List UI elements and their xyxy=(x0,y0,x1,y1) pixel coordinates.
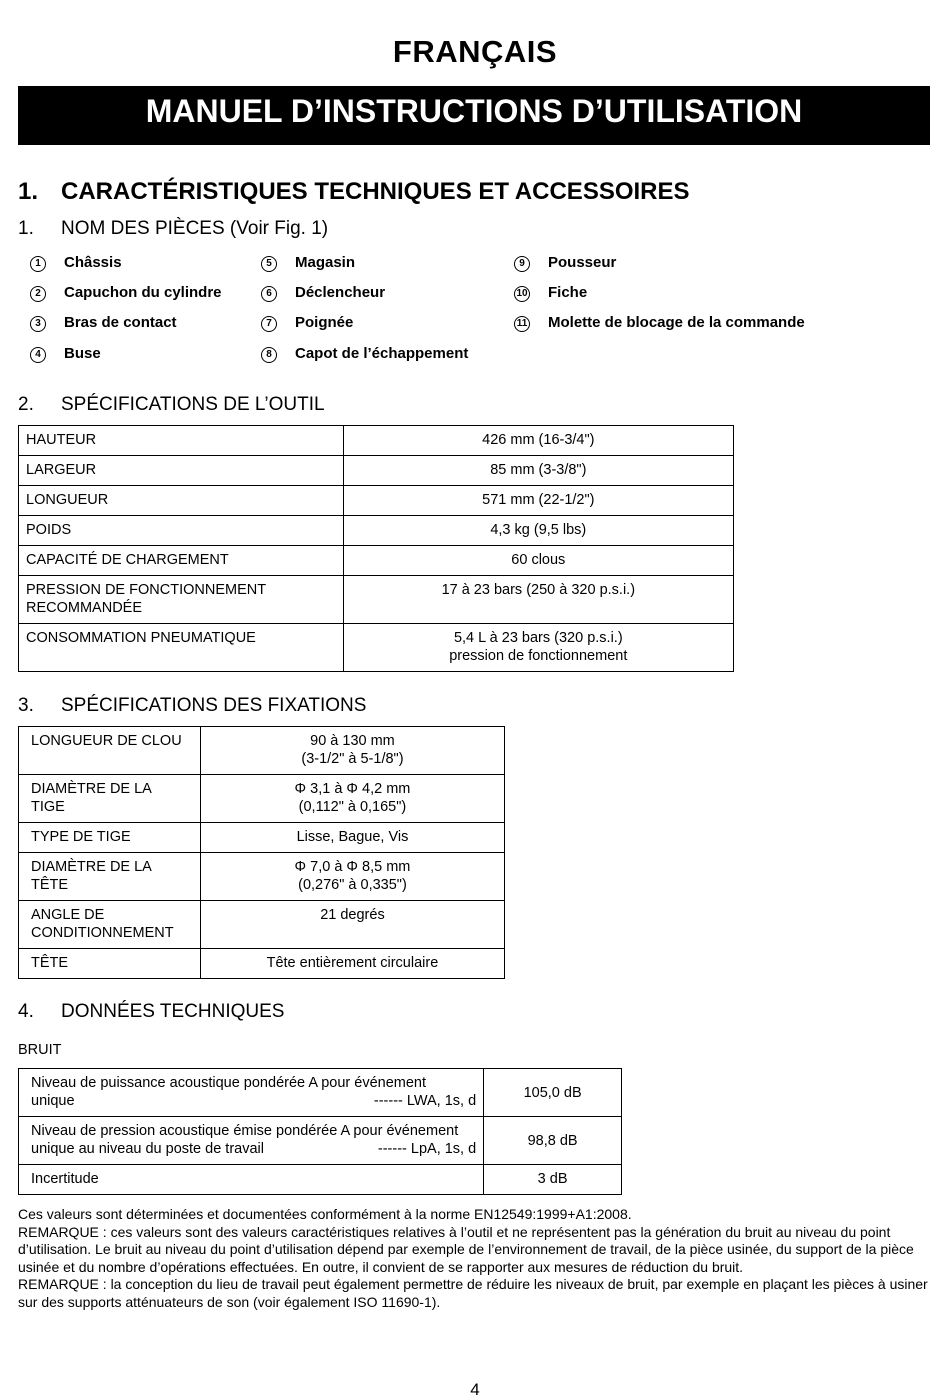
value-line: (3-1/2" à 5-1/8") xyxy=(301,751,404,767)
manual-title-banner: MANUEL D’INSTRUCTIONS D’UTILISATION xyxy=(18,86,930,145)
label-line: DIAMÈTRE DE LA xyxy=(31,859,152,875)
noise-label-cell xyxy=(19,1117,484,1165)
table-row xyxy=(19,901,505,949)
label-line: TIGE xyxy=(31,799,65,815)
page-number: 4 xyxy=(470,1380,480,1398)
table-row xyxy=(19,426,734,456)
noise-value: 105,0 dB xyxy=(484,1069,622,1117)
list-item xyxy=(514,284,587,302)
part-label: Molette de blocage de la commande xyxy=(548,314,805,331)
label-line: RECOMMANDÉE xyxy=(26,600,143,616)
circled-number: 5 xyxy=(261,256,277,272)
label-suffix: ------ LpA, 1s, d xyxy=(377,1141,477,1157)
list-item xyxy=(30,284,222,302)
spec-label xyxy=(19,901,201,949)
spec-label xyxy=(19,576,344,624)
spec-value: 85 mm (3-3/8") xyxy=(343,456,733,486)
label-line: Niveau de puissance acoustique pondérée A pour événement xyxy=(31,1075,427,1091)
spec-value: 4,3 kg (9,5 lbs) xyxy=(343,516,733,546)
part-label: Buse xyxy=(64,345,101,362)
noise-value: 3 dB xyxy=(484,1165,622,1195)
value-line: Φ 3,1 à Φ 4,2 mm xyxy=(294,781,411,797)
spec-label: LONGUEUR xyxy=(19,486,344,516)
spec-label: TÊTE xyxy=(19,949,201,979)
table-row xyxy=(19,1165,622,1195)
table-row xyxy=(19,949,505,979)
part-label: Capuchon du cylindre xyxy=(64,284,222,301)
circled-number: 4 xyxy=(30,347,46,363)
noise-label-cell: Incertitude xyxy=(19,1165,484,1195)
section-1-heading xyxy=(18,178,690,206)
list-item xyxy=(514,314,805,332)
label-line xyxy=(31,1140,476,1158)
notes-block xyxy=(18,1206,932,1311)
spec-label: HAUTEUR xyxy=(19,426,344,456)
circled-number: 6 xyxy=(261,286,277,302)
label-line xyxy=(31,1092,476,1110)
table-row xyxy=(19,486,734,516)
part-label: Déclencheur xyxy=(295,284,386,301)
spec-value: 60 clous xyxy=(343,546,733,576)
section-title: DONNÉES TECHNIQUES xyxy=(61,1001,285,1022)
spec-value: 571 mm (22-1/2") xyxy=(343,486,733,516)
fastener-specs-table xyxy=(18,726,505,979)
value-line: 5,4 L à 23 bars (320 p.s.i.) xyxy=(453,630,623,646)
list-item xyxy=(261,345,468,363)
table-row xyxy=(19,1117,622,1165)
list-item xyxy=(261,284,385,302)
circled-number: 11 xyxy=(514,316,530,332)
circled-number: 8 xyxy=(261,347,277,363)
noise-table xyxy=(18,1068,622,1195)
tool-specs-heading xyxy=(18,394,325,416)
spec-label: LONGUEUR DE CLOU xyxy=(19,727,201,775)
part-label: Bras de contact xyxy=(64,314,177,331)
spec-value: Lisse, Bague, Vis xyxy=(200,823,504,853)
table-row xyxy=(19,853,505,901)
label-text: unique xyxy=(31,1093,75,1109)
circled-number: 7 xyxy=(261,316,277,332)
list-item xyxy=(261,254,355,272)
spec-label: LARGEUR xyxy=(19,456,344,486)
spec-label xyxy=(19,853,201,901)
noise-label: BRUIT xyxy=(18,1042,62,1058)
spec-value: 17 à 23 bars (250 à 320 p.s.i.) xyxy=(343,576,733,624)
part-label: Magasin xyxy=(295,254,356,271)
spec-label xyxy=(19,775,201,823)
label-line: PRESSION DE FONCTIONNEMENT xyxy=(26,582,267,598)
part-label: Pousseur xyxy=(548,254,617,271)
spec-value: 426 mm (16-3/4") xyxy=(343,426,733,456)
circled-number: 9 xyxy=(514,256,530,272)
section-number: 1. xyxy=(18,178,39,205)
label-line: DIAMÈTRE DE LA xyxy=(31,781,152,797)
list-item xyxy=(514,254,616,272)
spec-label: POIDS xyxy=(19,516,344,546)
spec-value xyxy=(200,853,504,901)
noise-label-cell xyxy=(19,1069,484,1117)
tech-data-heading xyxy=(18,1001,284,1023)
list-item xyxy=(30,345,101,363)
spec-label: TYPE DE TIGE xyxy=(19,823,201,853)
label-line: ANGLE DE xyxy=(31,907,105,923)
table-row xyxy=(19,1069,622,1117)
value-line: (0,276" à 0,335") xyxy=(298,877,407,893)
label-suffix: ------ LWA, 1s, d xyxy=(373,1093,477,1109)
label-line: Niveau de pression acoustique émise pondérée A pour événement xyxy=(31,1123,459,1139)
table-row xyxy=(19,516,734,546)
circled-number: 2 xyxy=(30,286,46,302)
part-label: Capot de l’échappement xyxy=(295,345,469,362)
spec-label: CAPACITÉ DE CHARGEMENT xyxy=(19,546,344,576)
spec-value xyxy=(200,727,504,775)
circled-number: 3 xyxy=(30,316,46,332)
label-line: CONDITIONNEMENT xyxy=(31,925,174,941)
language-heading: FRANÇAIS xyxy=(392,34,558,69)
table-row xyxy=(19,823,505,853)
table-row xyxy=(19,456,734,486)
section-title: CARACTÉRISTIQUES TECHNIQUES ET ACCESSOIRES xyxy=(61,178,690,205)
table-row xyxy=(19,624,734,672)
value-line: pression de fonctionnement xyxy=(449,648,628,664)
table-row xyxy=(19,727,505,775)
spec-value xyxy=(343,624,733,672)
note-paragraph: Ces valeurs sont déterminées et documentées conformément à la norme EN12549:1999+A1:2008. xyxy=(18,1206,632,1222)
table-row xyxy=(19,576,734,624)
note-paragraph: REMARQUE : la conception du lieu de travail peut également permettre de réduire les niveaux de bruit, par exemple en plaçant les pièces à usiner sur des supports atténuateurs de son (voir également ISO 11690-1). xyxy=(18,1276,928,1310)
section-title: SPÉCIFICATIONS DE L’OUTIL xyxy=(61,394,325,415)
spec-value xyxy=(200,775,504,823)
label-text: unique au niveau du poste de travail xyxy=(31,1141,264,1157)
section-number: 1. xyxy=(18,218,34,239)
section-title: NOM DES PIÈCES (Voir Fig. 1) xyxy=(61,218,329,239)
list-item xyxy=(30,314,177,332)
noise-value: 98,8 dB xyxy=(484,1117,622,1165)
spec-label: CONSOMMATION PNEUMATIQUE xyxy=(19,624,344,672)
part-label: Châssis xyxy=(64,254,122,271)
tool-specs-table xyxy=(18,425,734,672)
value-line: (0,112" à 0,165") xyxy=(298,799,407,815)
label-line: TÊTE xyxy=(31,877,69,893)
table-row xyxy=(19,775,505,823)
section-number: 3. xyxy=(18,695,34,716)
list-item xyxy=(30,254,122,272)
circled-number: 10 xyxy=(514,286,530,302)
parts-heading xyxy=(18,218,328,240)
note-paragraph: REMARQUE : ces valeurs sont des valeurs caractéristiques relatives à l’outil et ne représentent pas la génération du bruit au niveau du point d’utilisation. Le bruit au niveau du point d’utilisation dépend par exemple de l’environnement de travail, de la pièce usinée, du support de la pièce usinée et du nombre d’opérations effectuées. En outre, il convient de se rapporter aux mesures de réduction du bruit. xyxy=(18,1223,914,1275)
spec-value: Tête entièrement circulaire xyxy=(200,949,504,979)
value-line: Φ 7,0 à Φ 8,5 mm xyxy=(294,859,411,875)
fastener-specs-heading xyxy=(18,695,366,717)
part-label: Poignée xyxy=(295,314,354,331)
section-number: 4. xyxy=(18,1001,34,1022)
table-row xyxy=(19,546,734,576)
section-number: 2. xyxy=(18,394,34,415)
section-title: SPÉCIFICATIONS DES FIXATIONS xyxy=(61,695,367,716)
circled-number: 1 xyxy=(30,256,46,272)
value-line: 90 à 130 mm xyxy=(310,733,395,749)
spec-value: 21 degrés xyxy=(200,901,504,949)
list-item xyxy=(261,314,353,332)
part-label: Fiche xyxy=(548,284,588,301)
